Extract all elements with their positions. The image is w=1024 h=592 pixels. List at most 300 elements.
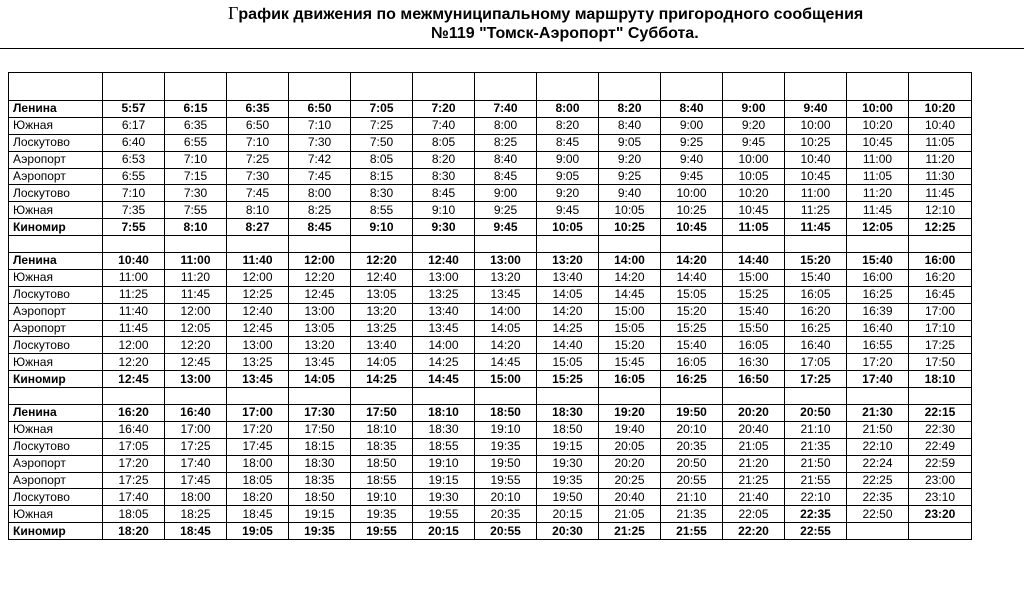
time-cell: 6:40 (103, 134, 165, 151)
time-cell: 13:20 (351, 303, 413, 320)
time-cell: 15:05 (599, 320, 661, 337)
time-cell: 16:05 (599, 371, 661, 388)
time-cell: 14:05 (475, 320, 537, 337)
table-row (9, 101, 972, 118)
time-cell: 17:50 (909, 354, 972, 371)
time-cell: 9:40 (661, 151, 723, 168)
time-cell: 16:55 (847, 337, 909, 354)
empty-cell (289, 73, 351, 101)
time-cell: 8:10 (227, 202, 289, 219)
time-cell: 17:45 (165, 472, 227, 489)
table-row (9, 405, 972, 422)
time-cell: 9:45 (661, 168, 723, 185)
time-cell: 21:05 (723, 438, 785, 455)
stop-name-cell: Лоскутово (9, 337, 103, 354)
time-cell: 14:25 (413, 354, 475, 371)
stop-name-cell: Киномир (9, 219, 103, 236)
time-cell: 15:40 (661, 337, 723, 354)
stop-name-cell: Лоскутово (9, 134, 103, 151)
time-cell: 14:00 (413, 337, 475, 354)
time-cell: 17:20 (103, 455, 165, 472)
time-cell: 9:10 (351, 219, 413, 236)
time-cell: 17:00 (909, 303, 972, 320)
time-cell: 16:40 (847, 320, 909, 337)
time-cell: 21:20 (723, 455, 785, 472)
time-cell: 7:40 (413, 117, 475, 134)
stop-name-cell: Южная (9, 269, 103, 286)
time-cell: 11:45 (785, 219, 847, 236)
time-cell: 11:30 (909, 168, 972, 185)
time-cell: 14:20 (537, 303, 599, 320)
time-cell: 18:30 (289, 455, 351, 472)
time-cell: 22:35 (785, 506, 847, 523)
time-cell: 8:55 (351, 202, 413, 219)
time-cell: 11:45 (847, 202, 909, 219)
time-cell: 21:25 (723, 472, 785, 489)
empty-cell (413, 73, 475, 101)
empty-cell (227, 73, 289, 101)
time-cell: 20:50 (785, 405, 847, 422)
stop-name-cell: Ленина (9, 101, 103, 118)
time-cell: 18:10 (413, 405, 475, 422)
time-cell: 22:35 (847, 489, 909, 506)
time-cell: 16:45 (909, 286, 972, 303)
time-cell: 13:25 (227, 354, 289, 371)
time-cell: 17:50 (351, 405, 413, 422)
table-row (9, 455, 972, 472)
empty-cell (351, 236, 413, 253)
stop-name-cell: Аэропорт (9, 151, 103, 168)
time-cell: 11:40 (103, 303, 165, 320)
empty-cell (289, 388, 351, 405)
time-cell: 22:59 (909, 455, 972, 472)
time-cell: 17:25 (165, 438, 227, 455)
time-cell: 17:25 (785, 371, 847, 388)
time-cell: 15:45 (599, 354, 661, 371)
table-row (9, 320, 972, 337)
empty-cell (661, 236, 723, 253)
time-cell: 9:25 (599, 168, 661, 185)
time-cell: 22:55 (785, 523, 847, 540)
time-cell: 7:50 (351, 134, 413, 151)
time-cell: 14:00 (599, 253, 661, 270)
time-cell: 8:45 (289, 219, 351, 236)
time-cell: 19:10 (475, 421, 537, 438)
time-cell: 12:45 (165, 354, 227, 371)
time-cell: 9:20 (537, 185, 599, 202)
time-cell: 18:05 (227, 472, 289, 489)
header-divider (0, 48, 1024, 49)
time-cell: 12:00 (227, 269, 289, 286)
time-cell: 15:00 (723, 269, 785, 286)
time-cell: 6:35 (165, 117, 227, 134)
time-cell: 6:50 (289, 101, 351, 118)
time-cell: 6:35 (227, 101, 289, 118)
table-row (9, 151, 972, 168)
time-cell: 13:20 (475, 269, 537, 286)
time-cell: 14:00 (475, 303, 537, 320)
stop-name-cell: Аэропорт (9, 472, 103, 489)
time-cell: 6:53 (103, 151, 165, 168)
time-cell: 22:05 (723, 506, 785, 523)
time-cell: 18:50 (289, 489, 351, 506)
table-row (9, 117, 972, 134)
time-cell: 11:05 (723, 219, 785, 236)
empty-cell (537, 73, 599, 101)
time-cell: 7:45 (227, 185, 289, 202)
time-cell: 15:50 (723, 320, 785, 337)
time-cell: 10:25 (785, 134, 847, 151)
empty-cell (723, 388, 785, 405)
time-cell: 8:10 (165, 219, 227, 236)
time-cell: 18:35 (289, 472, 351, 489)
empty-cell (599, 236, 661, 253)
time-cell: 14:20 (599, 269, 661, 286)
stop-name-cell: Лоскутово (9, 286, 103, 303)
table-row (9, 202, 972, 219)
time-cell: 9:00 (475, 185, 537, 202)
time-cell: 20:40 (599, 489, 661, 506)
time-cell: 18:25 (165, 506, 227, 523)
table-row (9, 303, 972, 320)
time-cell: 12:25 (909, 219, 972, 236)
time-cell: 13:20 (537, 253, 599, 270)
time-cell: 7:40 (475, 101, 537, 118)
stop-name-cell: Лоскутово (9, 438, 103, 455)
stop-name-cell: Южная (9, 506, 103, 523)
time-cell: 12:10 (909, 202, 972, 219)
time-cell: 16:20 (103, 405, 165, 422)
stop-name-cell: Аэропорт (9, 455, 103, 472)
time-cell: 6:50 (227, 117, 289, 134)
time-cell: 9:25 (661, 134, 723, 151)
title-first-letter: Г (228, 3, 239, 23)
time-cell: 20:55 (475, 523, 537, 540)
table-row (9, 438, 972, 455)
time-cell: 16:05 (785, 286, 847, 303)
time-cell: 8:05 (413, 134, 475, 151)
time-cell: 9:00 (661, 117, 723, 134)
time-cell: 8:00 (289, 185, 351, 202)
time-cell: 8:40 (475, 151, 537, 168)
table-row (9, 506, 972, 523)
time-cell: 15:25 (537, 371, 599, 388)
time-cell: 16:20 (909, 269, 972, 286)
time-cell: 15:00 (599, 303, 661, 320)
stop-name-cell: Аэропорт (9, 320, 103, 337)
time-cell: 17:05 (103, 438, 165, 455)
table-row (9, 286, 972, 303)
time-cell: 18:00 (227, 455, 289, 472)
time-cell: 21:55 (661, 523, 723, 540)
time-cell: 12:45 (289, 286, 351, 303)
time-cell: 9:00 (537, 151, 599, 168)
time-cell: 16:50 (723, 371, 785, 388)
time-cell: 10:45 (723, 202, 785, 219)
time-cell: 22:50 (847, 506, 909, 523)
time-cell: 6:55 (165, 134, 227, 151)
time-cell: 18:15 (289, 438, 351, 455)
time-cell: 20:35 (661, 438, 723, 455)
time-cell: 12:40 (227, 303, 289, 320)
time-cell: 20:15 (413, 523, 475, 540)
time-cell: 12:40 (413, 253, 475, 270)
time-cell: 12:20 (289, 269, 351, 286)
table-row (9, 472, 972, 489)
time-cell: 19:55 (475, 472, 537, 489)
time-cell: 11:00 (847, 151, 909, 168)
time-cell: 15:05 (537, 354, 599, 371)
time-cell: 8:20 (413, 151, 475, 168)
empty-cell (785, 236, 847, 253)
time-cell: 14:45 (475, 354, 537, 371)
time-cell (847, 523, 909, 540)
time-cell: 10:00 (661, 185, 723, 202)
time-cell: 19:40 (599, 421, 661, 438)
time-cell: 23:00 (909, 472, 972, 489)
time-cell: 13:00 (475, 253, 537, 270)
time-cell: 16:30 (723, 354, 785, 371)
table-row (9, 219, 972, 236)
time-cell: 13:40 (537, 269, 599, 286)
stop-name-cell: Лоскутово (9, 185, 103, 202)
time-cell: 10:40 (909, 117, 972, 134)
time-cell: 8:20 (537, 117, 599, 134)
time-cell: 19:50 (537, 489, 599, 506)
stop-name-cell: Аэропорт (9, 303, 103, 320)
time-cell: 13:45 (413, 320, 475, 337)
table-row (9, 371, 972, 388)
time-cell: 12:20 (351, 253, 413, 270)
time-cell: 5:57 (103, 101, 165, 118)
time-cell: 13:05 (351, 286, 413, 303)
time-cell: 13:05 (289, 320, 351, 337)
empty-cell (9, 388, 103, 405)
time-cell: 9:05 (599, 134, 661, 151)
time-cell: 7:42 (289, 151, 351, 168)
empty-cell (475, 73, 537, 101)
spacer-row (9, 73, 972, 101)
empty-cell (165, 236, 227, 253)
time-cell: 13:20 (289, 337, 351, 354)
time-cell: 19:15 (413, 472, 475, 489)
time-cell: 16:25 (661, 371, 723, 388)
time-cell: 12:45 (103, 371, 165, 388)
title-line-1 (228, 3, 863, 24)
time-cell: 11:00 (103, 269, 165, 286)
time-cell: 9:25 (475, 202, 537, 219)
time-cell: 14:25 (537, 320, 599, 337)
time-cell: 14:40 (723, 253, 785, 270)
empty-cell (785, 73, 847, 101)
time-cell: 10:05 (537, 219, 599, 236)
time-cell: 19:35 (537, 472, 599, 489)
table-row (9, 337, 972, 354)
empty-cell (909, 388, 972, 405)
empty-cell (723, 73, 785, 101)
time-cell: 9:40 (599, 185, 661, 202)
time-cell: 11:45 (103, 320, 165, 337)
time-cell: 14:20 (475, 337, 537, 354)
time-cell: 14:05 (537, 286, 599, 303)
time-cell: 16:39 (847, 303, 909, 320)
time-cell: 20:55 (661, 472, 723, 489)
time-cell: 10:00 (785, 117, 847, 134)
time-cell: 9:00 (723, 101, 785, 118)
time-cell: 8:15 (351, 168, 413, 185)
time-cell: 8:45 (537, 134, 599, 151)
table-row (9, 134, 972, 151)
schedule-body (9, 73, 972, 540)
time-cell: 17:30 (289, 405, 351, 422)
time-cell: 21:25 (599, 523, 661, 540)
time-cell: 15:05 (661, 286, 723, 303)
empty-cell (413, 236, 475, 253)
time-cell: 8:30 (413, 168, 475, 185)
empty-cell (165, 388, 227, 405)
time-cell: 22:30 (909, 421, 972, 438)
time-cell: 9:30 (413, 219, 475, 236)
time-cell: 10:00 (723, 151, 785, 168)
empty-cell (9, 73, 103, 101)
time-cell: 22:49 (909, 438, 972, 455)
time-cell: 10:45 (847, 134, 909, 151)
stop-name-cell: Южная (9, 421, 103, 438)
table-row (9, 185, 972, 202)
stop-name-cell: Ленина (9, 253, 103, 270)
time-cell: 14:20 (661, 253, 723, 270)
time-cell: 10:05 (599, 202, 661, 219)
time-cell: 22:15 (909, 405, 972, 422)
time-cell: 8:40 (599, 117, 661, 134)
time-cell: 19:15 (537, 438, 599, 455)
time-cell: 8:30 (351, 185, 413, 202)
empty-cell (413, 388, 475, 405)
time-cell: 12:00 (103, 337, 165, 354)
page-header (0, 0, 1024, 48)
time-cell: 9:45 (537, 202, 599, 219)
time-cell: 23:20 (909, 506, 972, 523)
table-row (9, 354, 972, 371)
time-cell: 15:00 (475, 371, 537, 388)
empty-cell (351, 388, 413, 405)
time-cell: 21:10 (785, 421, 847, 438)
stop-name-cell: Аэропорт (9, 168, 103, 185)
time-cell: 13:00 (413, 269, 475, 286)
time-cell: 12:20 (165, 337, 227, 354)
time-cell: 14:05 (351, 354, 413, 371)
time-cell: 20:40 (723, 421, 785, 438)
title-line-2: №119 "Томск-Аэропорт" Суббота. (431, 25, 699, 42)
stop-name-cell: Южная (9, 354, 103, 371)
time-cell: 15:25 (661, 320, 723, 337)
time-cell: 7:10 (103, 185, 165, 202)
empty-cell (847, 388, 909, 405)
time-cell: 19:50 (475, 455, 537, 472)
time-cell: 10:45 (661, 219, 723, 236)
time-cell: 12:05 (847, 219, 909, 236)
time-cell: 11:05 (847, 168, 909, 185)
empty-cell (289, 236, 351, 253)
time-cell: 21:50 (847, 421, 909, 438)
time-cell: 17:45 (227, 438, 289, 455)
time-cell: 13:00 (227, 337, 289, 354)
time-cell: 18:00 (165, 489, 227, 506)
time-cell: 16:05 (723, 337, 785, 354)
time-cell: 9:40 (785, 101, 847, 118)
empty-cell (351, 73, 413, 101)
empty-cell (103, 388, 165, 405)
time-cell: 10:25 (661, 202, 723, 219)
time-cell: 21:50 (785, 455, 847, 472)
schedule-table (8, 72, 972, 540)
time-cell: 19:35 (475, 438, 537, 455)
time-cell: 7:10 (289, 117, 351, 134)
time-cell: 20:50 (661, 455, 723, 472)
time-cell: 11:00 (165, 253, 227, 270)
time-cell: 12:00 (289, 253, 351, 270)
time-cell: 12:05 (165, 320, 227, 337)
time-cell: 16:40 (103, 421, 165, 438)
time-cell: 9:45 (723, 134, 785, 151)
time-cell: 10:00 (847, 101, 909, 118)
time-cell: 18:55 (413, 438, 475, 455)
time-cell: 16:40 (785, 337, 847, 354)
empty-cell (537, 388, 599, 405)
time-cell: 17:25 (909, 337, 972, 354)
stop-name-cell: Ленина (9, 405, 103, 422)
time-cell: 12:40 (351, 269, 413, 286)
time-cell: 9:10 (413, 202, 475, 219)
time-cell: 19:30 (413, 489, 475, 506)
time-cell: 6:55 (103, 168, 165, 185)
time-cell: 9:20 (599, 151, 661, 168)
time-cell: 10:20 (723, 185, 785, 202)
table-row (9, 253, 972, 270)
table-row (9, 421, 972, 438)
time-cell: 10:20 (909, 101, 972, 118)
time-cell: 14:25 (351, 371, 413, 388)
time-cell: 16:05 (661, 354, 723, 371)
time-cell: 18:35 (351, 438, 413, 455)
time-cell: 11:00 (785, 185, 847, 202)
time-cell: 12:00 (165, 303, 227, 320)
empty-cell (227, 236, 289, 253)
time-cell: 11:05 (909, 134, 972, 151)
time-cell: 21:30 (847, 405, 909, 422)
empty-cell (785, 388, 847, 405)
time-cell: 10:25 (599, 219, 661, 236)
time-cell: 18:50 (351, 455, 413, 472)
time-cell: 18:30 (537, 405, 599, 422)
empty-cell (475, 388, 537, 405)
time-cell: 20:35 (475, 506, 537, 523)
time-cell: 8:40 (661, 101, 723, 118)
time-cell: 13:45 (289, 354, 351, 371)
empty-cell (227, 388, 289, 405)
time-cell: 15:40 (847, 253, 909, 270)
time-cell: 7:25 (227, 151, 289, 168)
time-cell: 17:20 (227, 421, 289, 438)
time-cell: 13:40 (413, 303, 475, 320)
time-cell: 7:45 (289, 168, 351, 185)
time-cell: 20:20 (599, 455, 661, 472)
time-cell: 11:40 (227, 253, 289, 270)
time-cell: 17:00 (165, 421, 227, 438)
time-cell: 17:40 (103, 489, 165, 506)
time-cell: 8:25 (475, 134, 537, 151)
time-cell: 19:55 (351, 523, 413, 540)
